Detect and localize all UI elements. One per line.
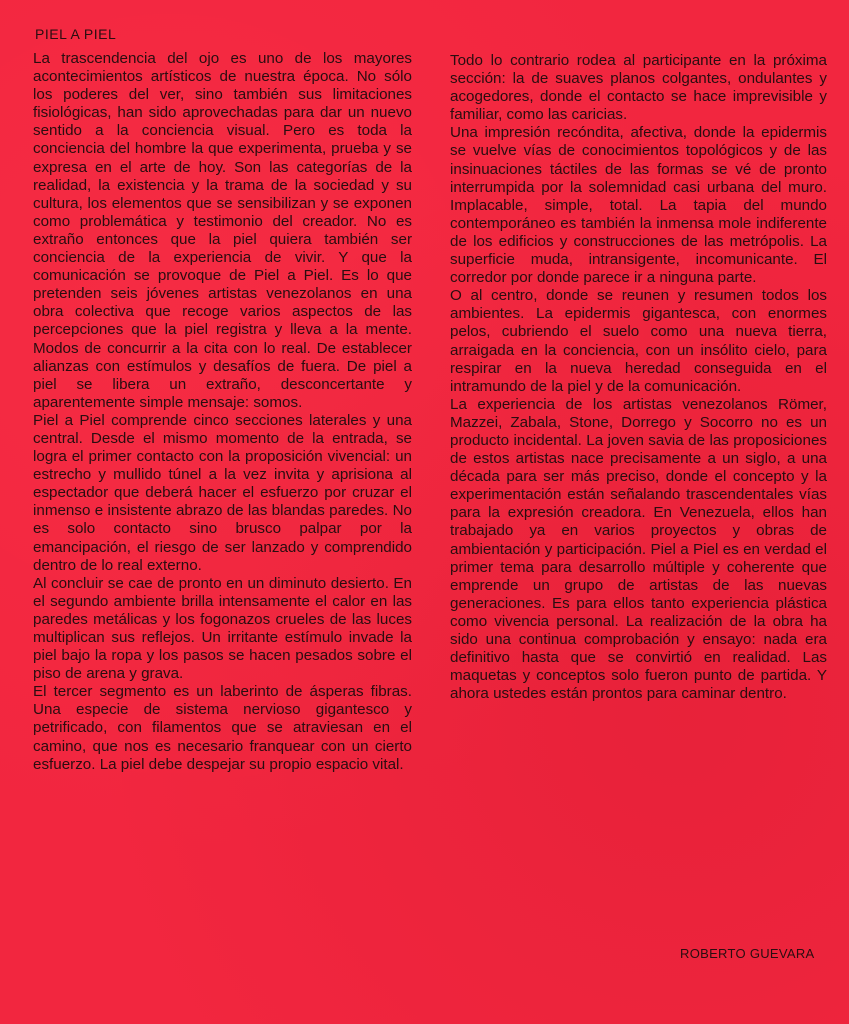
paragraph: Piel a Piel comprende cinco secciones laterales y una central. Desde el mismo momento de la entrada, se logra el primer contacto con la proposición vivencial: un estrecho y mullido túnel a la vez invita y aprisiona al espectador que deberá hacer el esfuerzo por cruzar el inmenso e insistente abrazo de las blandas paredes. No es solo contacto sino brusco palpar por la emancipación, el riesgo de ser lanzado y comprendido dentro de lo real externo. [33, 411, 412, 574]
paragraph: La experiencia de los artistas venezolanos Römer, Mazzei, Zabala, Stone, Dorrego y Socorro no es un producto incidental. La joven savia de las proposiciones de estos artistas nace precisamente a un siglo, a una década para ser más preciso, donde el concepto y la experimentación están señalando trascendentales vías para la expresión creadora. En Venezuela, ellos han trabajado ya en varios proyectos y obras de ambientación y participación. Piel a Piel es en verdad el primer tema para desarrollo múltiple y coherente que emprende un grupo de artistas de las nuevas generaciones. Es para ellos tanto experiencia plástica como vivencia personal. La realización de la obra ha sido una continua comprobación y ensayo: nada era definitivo hasta que se convirtió en realidad. Las maquetas y conceptos solo fueron punto de partida. Y ahora ustedes están prontos para caminar dentro. [450, 395, 827, 703]
author-signature: ROBERTO GUEVARA [680, 946, 815, 961]
paragraph: El tercer segmento es un laberinto de ásperas fibras. Una especie de sistema nervioso gigantesco y petrificado, con filamentos que se atraviesan en el camino, que nos es necesario franquear con un cierto esfuerzo. La piel debe despejar su propio espacio vital. [33, 683, 412, 773]
paragraph: Al concluir se cae de pronto en un diminuto desierto. En el segundo ambiente brilla intensamente el calor en las paredes metálicas y los fogonazos crueles de las luces multiplican sus reflejos. Un irritante estímulo invade la piel bajo la ropa y los pasos se hacen pesados sobre el piso de arena y grava. [33, 574, 412, 683]
right-column [450, 52, 827, 703]
left-column [33, 50, 412, 774]
paragraph: Todo lo contrario rodea al participante en la próxima sección: la de suaves planos colgantes, ondulantes y acogedores, donde el contacto se hace imprevisible y familiar, como las caricias. [450, 52, 827, 124]
page-title: PIEL A PIEL [35, 26, 117, 42]
paragraph: La trascendencia del ojo es uno de los mayores acontecimientos artísticos de nuestra época. No sólo los poderes del ver, sino también sus limitaciones fisiológicas, han sido aprovechadas para dar un nuevo sentido a la conciencia visual. Pero es toda la conciencia del hombre la que experimenta, prueba y se expresa en el arte de hoy. Son las categorías de la realidad, la existencia y la trama de la sociedad y su cultura, los elementos que se sensibilizan y se exponen como problemática y testimonio del creador. No es extraño entonces que la piel quiera también ser conciencia de la experiencia de vivir. Y que la comunicación se provoque de Piel a Piel. Es lo que pretenden seis jóvenes artistas venezolanos en una obra colectiva que recoge varios aspectos de las percepciones que la piel registra y lleva a la mente. Modos de concurrir a la cita con lo real. De establecer alianzas con estímulos y desafíos de fuera. De piel a piel se libera un extraño, desconcertante y aparentemente simple mensaje: somos. [33, 50, 412, 411]
paragraph: O al centro, donde se reunen y resumen todos los ambientes. La epidermis gigantesca, con enormes pelos, cubriendo el suelo como una nueva tierra, arraigada en la conciencia, con un insólito cielo, para respirar en la nueva heredad conseguida en el intramundo de la piel y de la comunicación. [450, 287, 827, 395]
paragraph: Una impresión recóndita, afectiva, donde la epidermis se vuelve vías de conocimientos topológicos y de las insinuaciones táctiles de las formas se vé de pronto interrumpida por la solemnidad casi urbana del muro. Implacable, simple, total. La tapia del mundo contemporáneo es también la inmensa mole indiferente de los edificios y construcciones de las metrópolis. La superficie muda, intransigente, incomunicante. El corredor por donde parece ir a ninguna parte. [450, 124, 827, 287]
